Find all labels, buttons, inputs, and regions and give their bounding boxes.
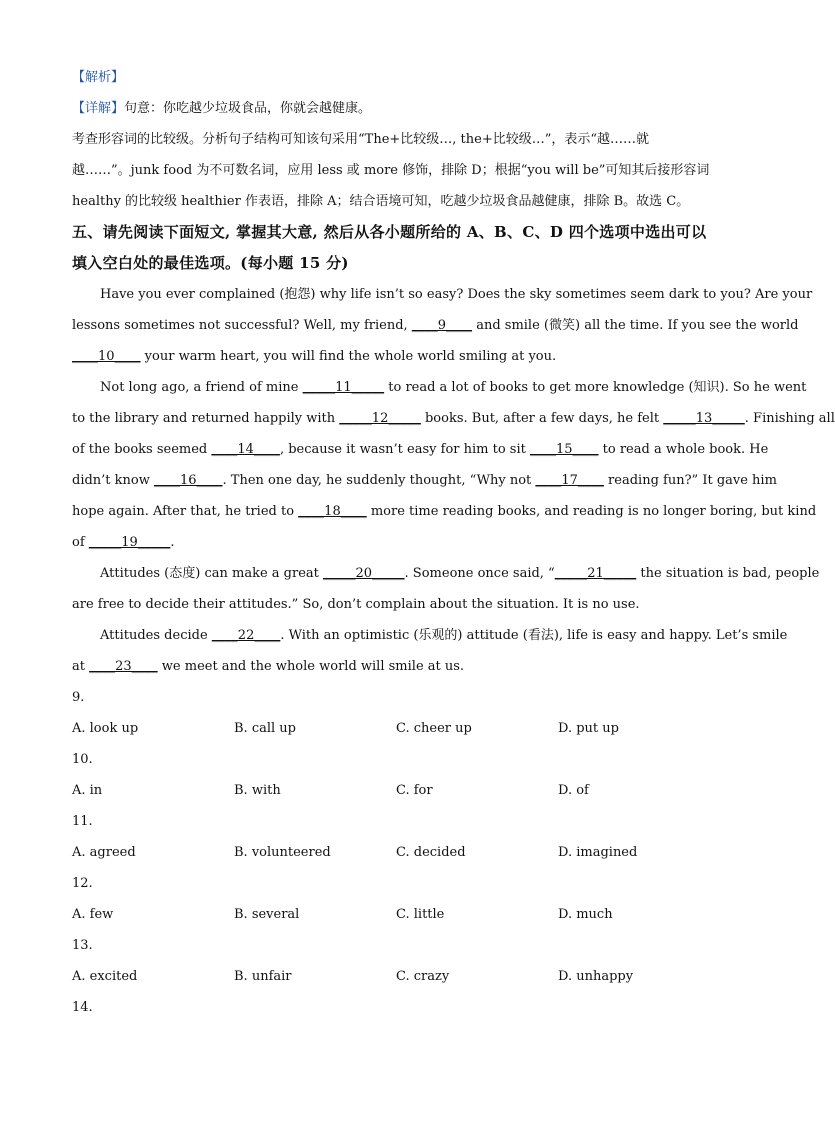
analysis-tag: 【解析】 <box>72 70 125 85</box>
passage-p2-line-2: to the library and returned happily with _____12_____ books. But, after a few days, he felt _____13_____. Finishing all <box>72 411 835 426</box>
option-a: A. agreed <box>72 845 136 860</box>
option-d: D. imagined <box>558 845 638 860</box>
analysis-heading <box>72 62 724 93</box>
blank-13: _____13_____ <box>663 411 745 426</box>
section-title-line-1: 五、请先阅读下面短文, 掌握其大意, 然后从各小题所给的 A、B、C、D 四个选项中选出可以 <box>72 223 707 241</box>
detail-tag: 【详解】 <box>72 101 125 116</box>
option-b: B. volunteered <box>234 845 331 860</box>
option-b: B. unfair <box>234 969 292 984</box>
question-number: 11. <box>72 814 93 829</box>
analysis-line-3: 越……”。junk food 为不可数名词，应用 less 或 more 修饰，排除 D；根据“you will be”可知其后接形容词 <box>72 163 710 178</box>
blank-12: _____12_____ <box>339 411 421 426</box>
option-c: C. decided <box>396 845 466 860</box>
blank-10: ____10____ <box>72 349 141 364</box>
option-c: C. little <box>396 907 445 922</box>
blank-16: ____16____ <box>154 473 223 488</box>
passage-p2-line-3: of the books seemed ____14____, because it wasn’t easy for him to sit ____15____ to read a whole book. He <box>72 442 769 457</box>
blank-20: _____20_____ <box>323 566 405 581</box>
question-options <box>72 713 724 744</box>
passage-p1-line-2: lessons sometimes not successful? Well, my friend, ____9____ and smile (微笑) all the time. If you see the world <box>72 318 799 333</box>
option-b: B. several <box>234 907 300 922</box>
option-b: B. call up <box>234 721 296 736</box>
question-number: 12. <box>72 876 93 891</box>
document-page <box>72 62 835 1023</box>
analysis-detail <box>72 93 724 124</box>
option-a: A. in <box>72 783 103 798</box>
option-a: A. few <box>72 907 114 922</box>
blank-22: ____22____ <box>211 628 281 643</box>
detail-text: 句意：你吃越少垃圾食品，你就会越健康。 <box>124 101 372 116</box>
analysis-line-4: healthy 的比较级 healthier 作表语，排除 A；结合语境可知，吃越少垃圾食品越健康，排除 B。故选 C。 <box>72 194 690 209</box>
option-b: B. with <box>234 783 281 798</box>
passage-p2-line-5: hope again. After that, he tried to ____18____ more time reading books, and reading is no longer boring, but kind <box>72 504 817 519</box>
option-c: C. crazy <box>396 969 450 984</box>
analysis-line-2: 考查形容词的比较级。分析句子结构可知该句采用“The+比较级…, the+比较级…”，表示“越……就 <box>72 132 650 147</box>
passage-p4-line-1: Attitudes decide ____22____. With an optimistic (乐观的) attitude (看法), life is easy and happy. Let’s smile <box>100 628 788 643</box>
question-number: 14. <box>72 1000 93 1015</box>
question-options <box>72 837 724 868</box>
question-number: 13. <box>72 938 93 953</box>
option-a: A. excited <box>72 969 138 984</box>
option-c: C. cheer up <box>396 721 472 736</box>
passage-p1-line-1: Have you ever complained (抱怨) why life isn’t so easy? Does the sky sometimes seem dark to you? Are your <box>100 287 813 302</box>
option-d: D. of <box>558 783 589 798</box>
passage-p4-line-2: at ____23____ we meet and the whole world will smile at us. <box>72 659 465 674</box>
question-options <box>72 961 724 992</box>
option-d: D. much <box>558 907 613 922</box>
question-options <box>72 775 724 806</box>
blank-23: ____23____ <box>89 659 158 674</box>
blank-21: _____21_____ <box>554 566 637 581</box>
option-d: D. put up <box>558 721 619 736</box>
blank-15: ____15____ <box>529 442 599 457</box>
blank-11: _____11_____ <box>302 380 385 395</box>
section-title-line-2: 填入空白处的最佳选项。(每小题 15 分) <box>72 254 349 272</box>
blank-17: ____17____ <box>535 473 604 488</box>
passage-p2-line-6: of _____19_____. <box>72 535 175 550</box>
blank-9: ____9____ <box>411 318 473 333</box>
option-c: C. for <box>396 783 433 798</box>
passage-p2-line-1: Not long ago, a friend of mine _____11_____ to read a lot of books to get more knowledge (知识). So he went <box>100 380 807 395</box>
passage-p3-line-1: Attitudes (态度) can make a great _____20_____. Someone once said, “_____21_____ the situation is bad, people <box>100 566 820 581</box>
question-options <box>72 899 724 930</box>
blank-19: _____19_____ <box>88 535 171 550</box>
question-number: 9. <box>72 690 85 705</box>
blank-14: ____14____ <box>211 442 280 457</box>
blank-18: ____18____ <box>298 504 367 519</box>
option-d: D. unhappy <box>558 969 634 984</box>
passage-p3-line-2: are free to decide their attitudes.” So, don’t complain about the situation. It is no use. <box>72 597 640 612</box>
passage-p1-line-3: ____10____ your warm heart, you will find the whole world smiling at you. <box>72 349 557 364</box>
question-number: 10. <box>72 752 93 767</box>
option-a: A. look up <box>72 721 139 736</box>
passage-p2-line-4: didn’t know ____16____. Then one day, he suddenly thought, “Why not ____17____ reading fun?” It gave him <box>72 473 777 488</box>
